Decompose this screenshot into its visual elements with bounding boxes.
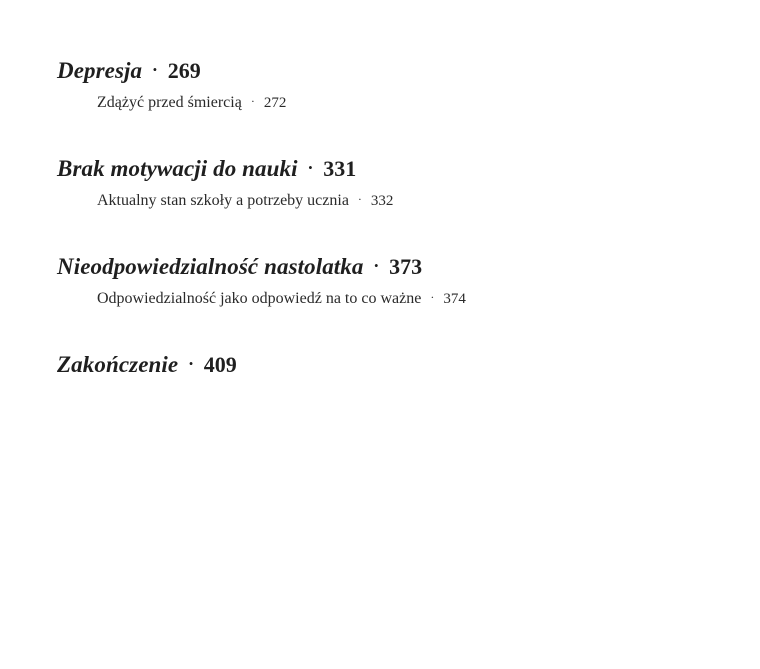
separator-dot: · [188,354,194,373]
separator-dot: · [373,256,380,275]
section-page-number: 374 [443,291,466,307]
section-entry[interactable] [97,287,737,311]
toc-chapter [57,347,737,385]
section-page-number: 272 [263,95,287,111]
chapter-page-number: 409 [203,352,237,377]
section-entry[interactable] [97,189,737,213]
toc-chapter [57,53,737,115]
section-entry[interactable] [97,91,737,115]
chapter-title: Depresja [57,58,143,83]
chapter-entry[interactable] [57,347,737,385]
separator-dot: · [357,192,362,206]
section-title: Odpowiedzialność jako odpowiedź na to co ważne [97,290,422,307]
chapter-page-number: 331 [323,156,357,181]
separator-dot: · [307,158,314,177]
chapter-title: Nieodpowiedzialność nastolatka [57,254,364,279]
section-title: Aktualny stan szkoły a potrzeby ucznia [97,192,349,209]
separator-dot: · [250,94,255,108]
separator-dot: · [152,60,158,79]
chapter-entry[interactable] [57,249,737,287]
chapter-title: Zakończenie [57,352,179,377]
chapter-entry[interactable] [57,53,737,91]
toc-chapter [57,151,737,213]
chapter-page-number: 269 [167,58,201,83]
separator-dot: · [430,290,435,304]
chapter-page-number: 373 [389,254,423,279]
toc-chapter [57,249,737,311]
section-page-number: 332 [370,193,394,209]
chapter-entry[interactable] [57,151,737,189]
table-of-contents [57,53,737,421]
section-title: Zdążyć przed śmiercią [97,94,242,111]
chapter-title: Brak motywacji do nauki [57,156,298,181]
